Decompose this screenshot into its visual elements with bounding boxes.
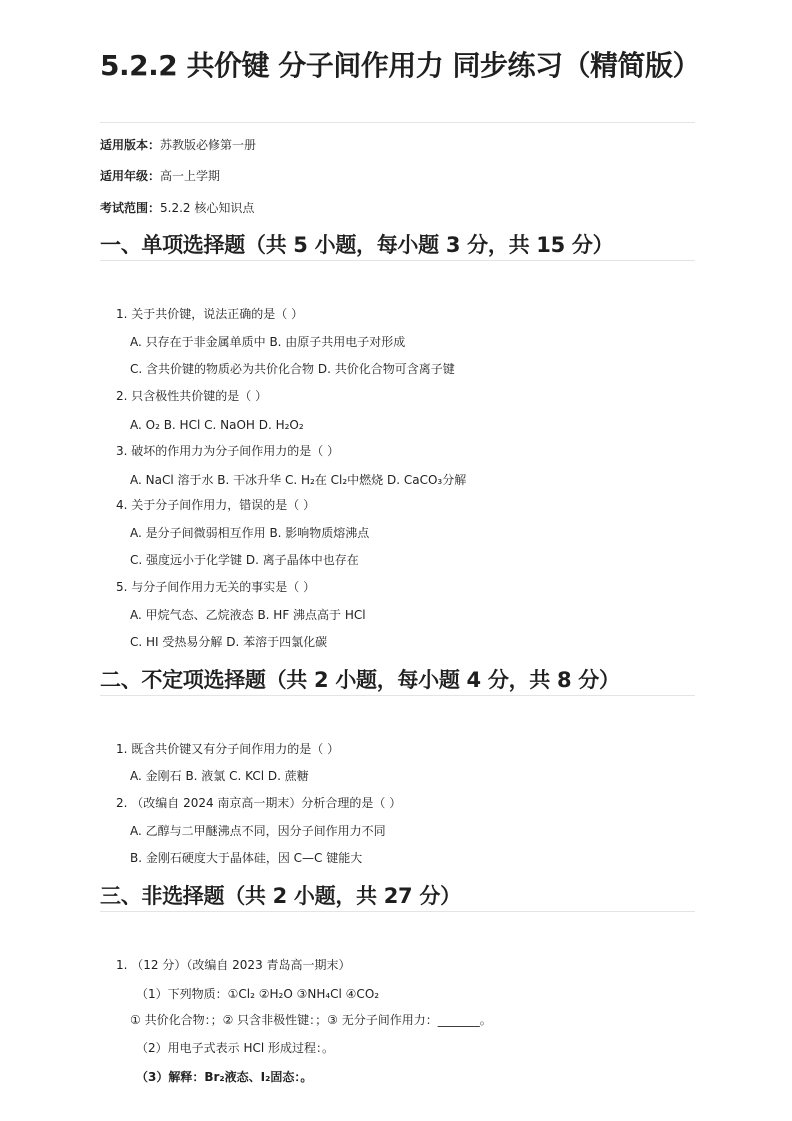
- meta-grade-value: 高一上学期: [160, 169, 221, 183]
- meta-scope: [100, 200, 254, 216]
- question-1: 1. （12 分）（改编自 2023 青岛高一期末）: [116, 958, 351, 972]
- options-line: B. 金刚石硬度大于晶体硅，因 C—C 键能大: [130, 851, 363, 865]
- question-5: 5. 与分子间作用力无关的事实是（ ）: [116, 580, 316, 594]
- section-divider: [100, 911, 695, 912]
- options-line: A. O₂ B. HCl C. NaOH D. H₂O₂: [130, 418, 304, 432]
- options-line: A. 只存在于非金属单质中 B. 由原子共用电子对形成: [130, 335, 406, 349]
- question-3: 3. 破坏的作用力为分子间作用力的是（ ）: [116, 444, 340, 458]
- section-divider: [100, 260, 695, 261]
- section-heading-single-choice: 一、单项选择题（共 5 小题，每小题 3 分，共 15 分）: [100, 233, 614, 257]
- meta-version: [100, 137, 256, 153]
- options-line: A. 甲烷气态、乙烷液态 B. HF 沸点高于 HCl: [130, 608, 366, 622]
- question-1: 1. 既含共价键又有分子间作用力的是（ ）: [116, 742, 340, 756]
- section-heading-non-choice: 三、非选择题（共 2 小题，共 27 分）: [100, 884, 461, 908]
- page-title: 5.2.2 共价键 分子间作用力 同步练习（精简版）: [100, 49, 700, 82]
- meta-version-value: 苏教版必修第一册: [160, 138, 257, 152]
- question-4: 4. 关于分子间作用力，错误的是（ ）: [116, 498, 316, 512]
- question-1: 1. 关于共价键，说法正确的是（ ）: [116, 307, 304, 321]
- section-divider: [100, 695, 695, 696]
- options-line: C. 含共价键的物质必为共价化合物 D. 共价化合物可含离子键: [130, 362, 455, 376]
- meta-scope-value: 5.2.2 核心知识点: [160, 201, 255, 215]
- question-2: 2. （改编自 2024 南京高一期末）分析合理的是（ ）: [116, 796, 402, 810]
- meta-scope-label: 考试范围：: [100, 201, 161, 215]
- title-divider: [100, 122, 695, 123]
- sub-question: （3）解释：Br₂液态、I₂固态：。: [136, 1070, 313, 1084]
- options-line: A. NaCl 溶于水 B. 干冰升华 C. H₂在 Cl₂中燃烧 D. CaCO₃分解: [130, 473, 467, 487]
- sub-question: （2）用电子式表示 HCl 形成过程：。: [136, 1041, 335, 1055]
- options-line: C. 强度远小于化学键 D. 离子晶体中也存在: [130, 553, 359, 567]
- options-line: A. 是分子间微弱相互作用 B. 影响物质熔沸点: [130, 526, 370, 540]
- options-line: A. 金刚石 B. 液氯 C. KCl D. 蔗糖: [130, 769, 309, 783]
- section-heading-multi-choice: 二、不定项选择题（共 2 小题，每小题 4 分，共 8 分）: [100, 668, 620, 692]
- meta-grade-label: 适用年级：: [100, 169, 161, 183]
- sub-question: （1）下列物质：①Cl₂ ②H₂O ③NH₄Cl ④CO₂: [136, 987, 380, 1001]
- options-line: C. HI 受热易分解 D. 苯溶于四氯化碳: [130, 635, 328, 649]
- sub-question-blanks: ① 共价化合物：；② 只含非极性键：；③ 无分子间作用力：_______。: [130, 1013, 492, 1027]
- meta-version-label: 适用版本：: [100, 138, 161, 152]
- meta-grade: [100, 168, 220, 184]
- question-2: 2. 只含极性共价键的是（ ）: [116, 389, 268, 403]
- options-line: A. 乙醇与二甲醚沸点不同，因分子间作用力不同: [130, 824, 386, 838]
